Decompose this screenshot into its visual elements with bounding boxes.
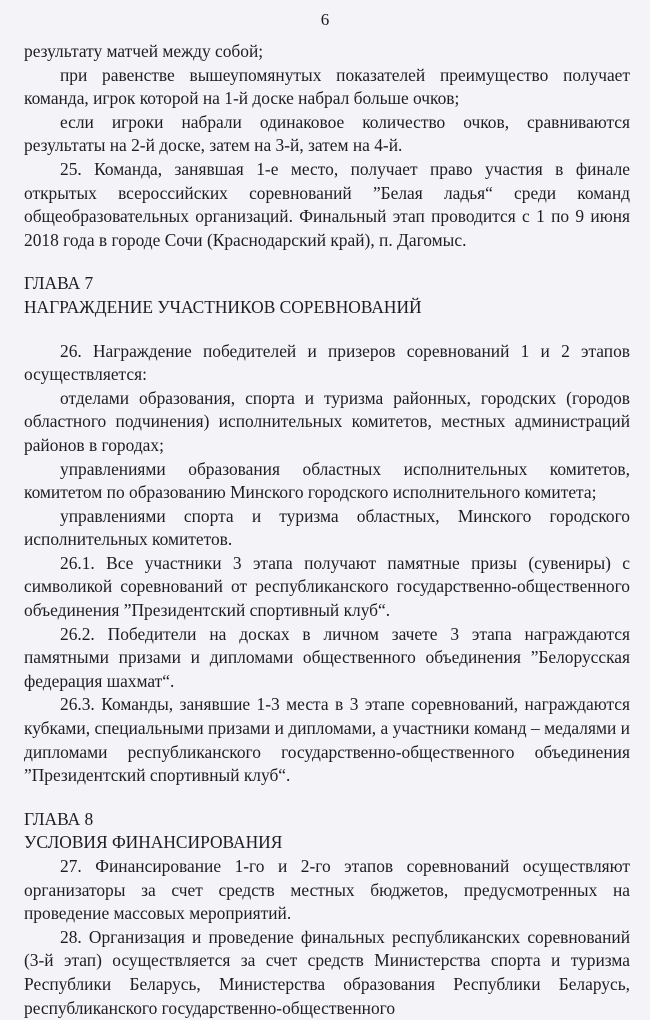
chapter-8-title: УСЛОВИЯ ФИНАНСИРОВАНИЯ xyxy=(24,832,283,853)
paragraph: управлениями спорта и туризма областных, Минского городского исполнительных комитетов. xyxy=(24,505,630,550)
paragraph: 27. Финансирование 1-го и 2-го этапов соревнований осуществляют организаторы за счет средств местных бюджетов, предусмотренных на проведение массовых мероприятий. xyxy=(24,856,630,924)
paragraph: 26.1. Все участники 3 этапа получают памятные призы (сувениры) с символикой соревнований от республиканского государственно-общественного объединения ”Президентский спортивный клуб“. xyxy=(24,552,630,621)
document-body xyxy=(24,40,630,1020)
paragraph: 25. Команда, занявшая 1-е место, получает право участия в финале открытых всероссийских соревнований ”Белая ладья“ среди команд общеобразовательных организаций. Финальный этап проводится с 1 по 9 июня 2018 года в городе Сочи (Краснодарский край), п. Дагомыс. xyxy=(24,158,630,250)
paragraph: 26.2. Победители на досках в личном зачете 3 этапа награждаются памятными призами и дипломами общественного объединения ”Белорусская федерация шахмат“. xyxy=(24,623,630,691)
paragraph: отделами образования, спорта и туризма районных, городских (городов областного подчинения) исполнительных комитетов, местных администраций районов в городах; xyxy=(24,387,630,455)
page-number: 6 xyxy=(320,10,330,29)
chapter-8-number: ГЛАВА 8 xyxy=(24,808,94,829)
chapter-7-title: НАГРАЖДЕНИЕ УЧАСТНИКОВ СОРЕВНОВАНИЙ xyxy=(24,296,422,317)
paragraph: если игроки набрали одинаковое количество очков, сравниваются результаты на 2-й доске, затем на 3-й, затем на 4-й. xyxy=(24,111,630,156)
paragraph: управлениями образования областных исполнительных комитетов, комитетом по образованию Минского городского исполнительного комитета; xyxy=(24,458,630,503)
paragraph: при равенстве вышеупомянутых показателей преимущество получает команда, игрок которой на 1-й доске набрал больше очков; xyxy=(24,64,630,109)
paragraph: 26.3. Команды, занявшие 1-3 места в 3 этапе соревнований, награждаются кубками, специальными призами и дипломами, а участники команд – медалями и дипломами республиканского государственно-общественного объединения ”Президентский спортивный клуб“. xyxy=(24,694,630,786)
chapter-7-number: ГЛАВА 7 xyxy=(24,273,94,294)
paragraph: 26. Награждение победителей и призеров соревнований 1 и 2 этапов осуществляется: xyxy=(24,340,630,385)
paragraph: 28. Организация и проведение финальных республиканских соревнований (3-й этап) осуществляется за счет средств Министерства спорта и туризма Республики Беларусь, Министерства образования Республики Беларусь, республиканского государственно-общественного xyxy=(24,926,630,1018)
paragraph: результату матчей между собой; xyxy=(24,41,264,61)
